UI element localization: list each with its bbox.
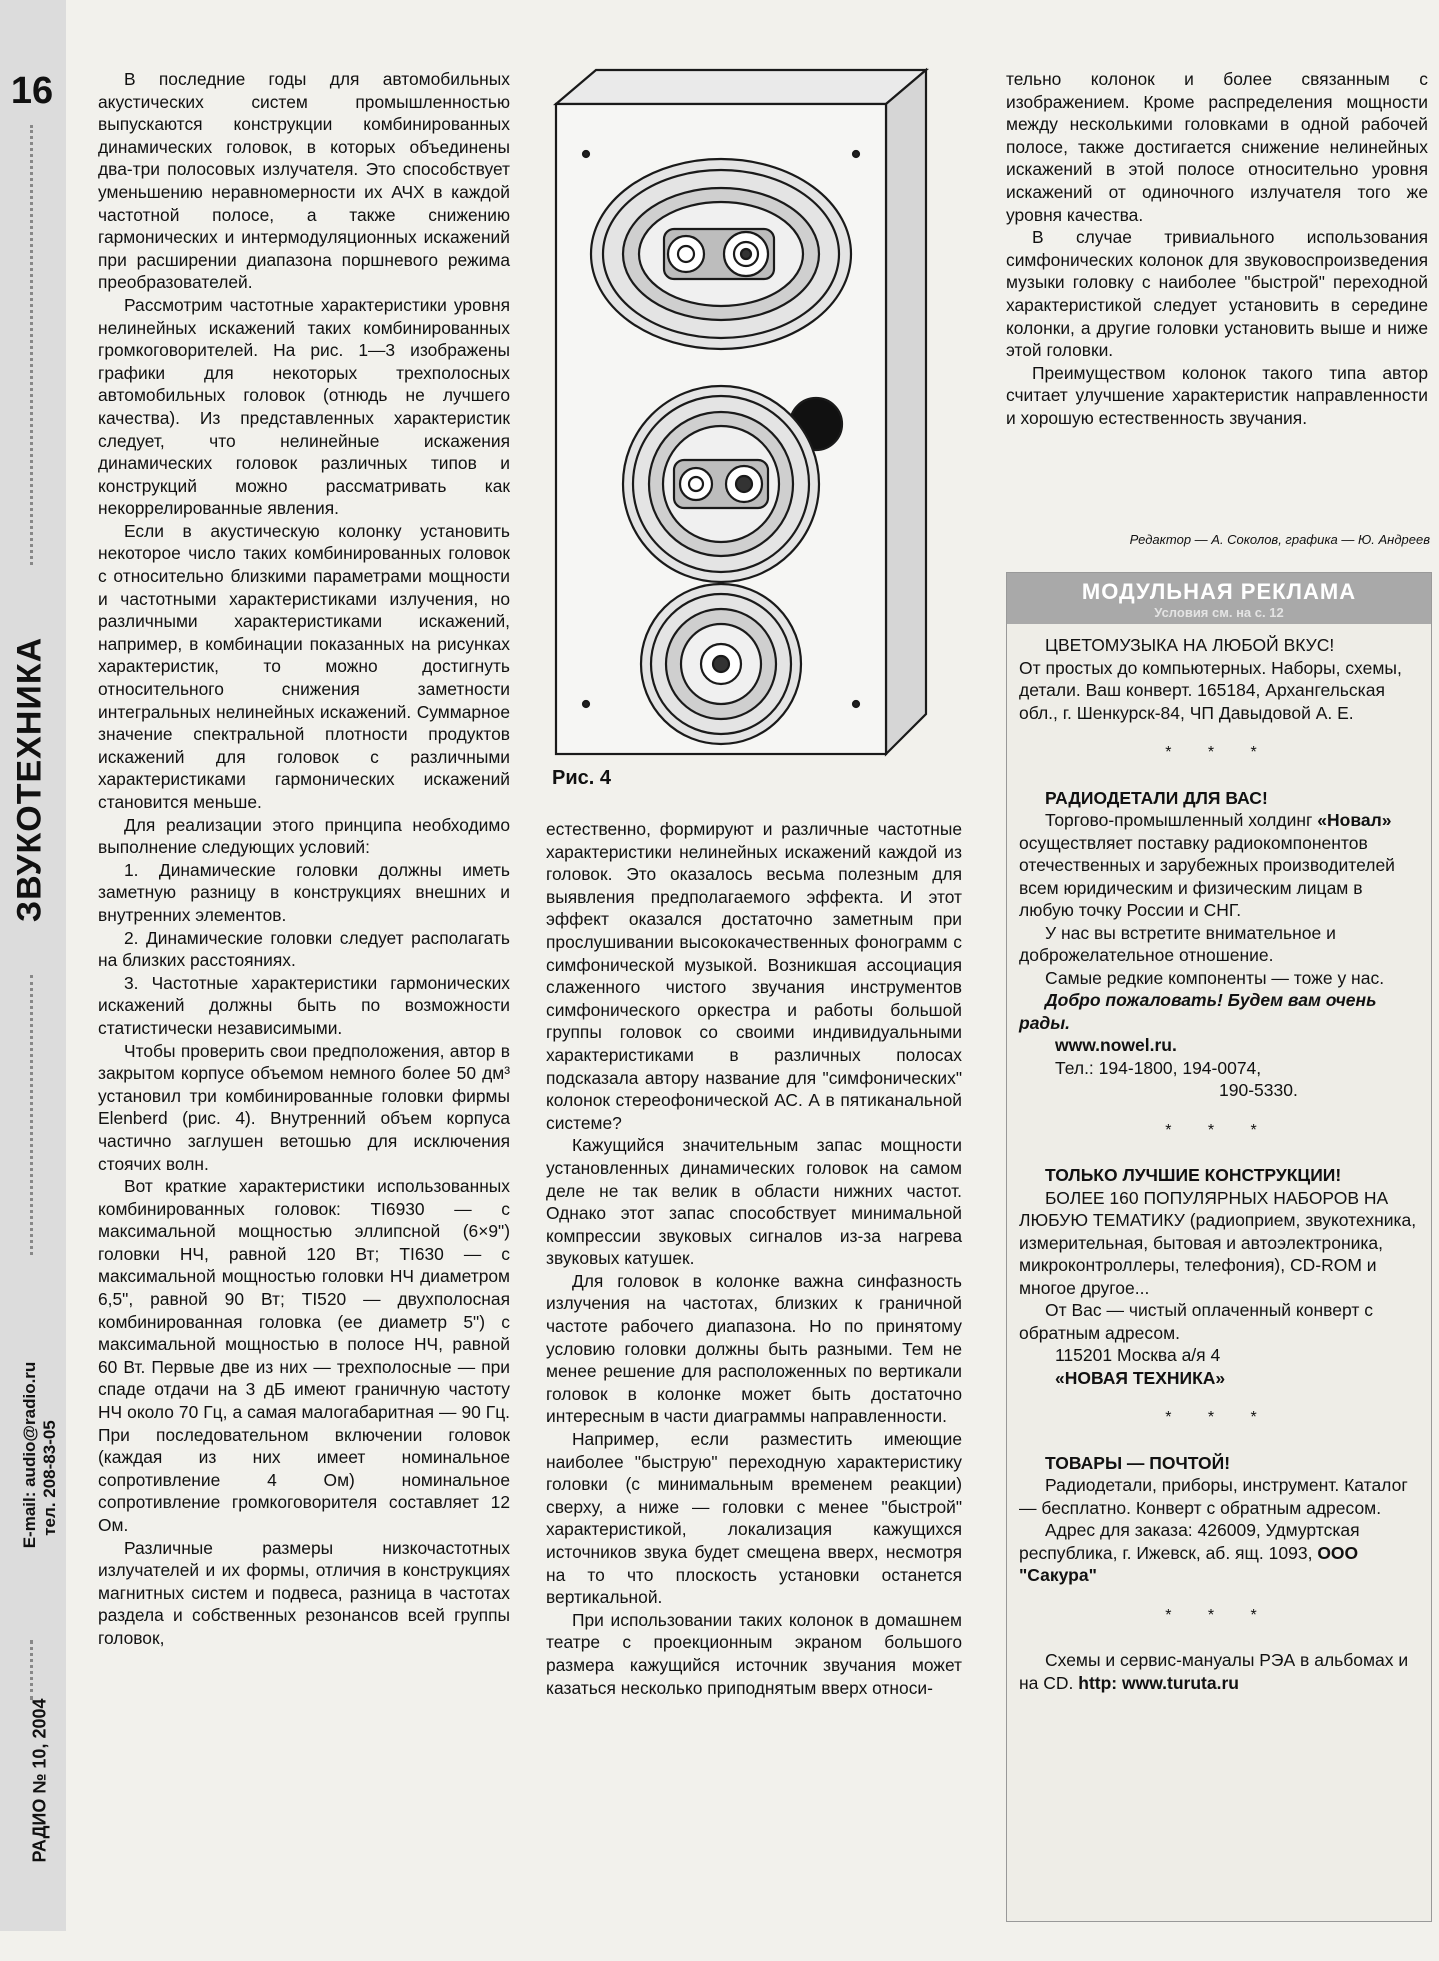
ad-text-part: осуществляет поставку радиокомпонентов отечественных и зарубежных производителей всем юридическим и физическим лицам в любую точку России и СНГ.	[1019, 832, 1395, 920]
separator: * * *	[1165, 1409, 1273, 1426]
ads-header	[1007, 573, 1431, 624]
ad-address	[1019, 1519, 1419, 1587]
ad-text: От простых до компьютерных. Наборы, схемы, детали. Ваш конверт. 165184, Архангельская обл., г. Шенкурск-84, ЧП Давыдовой А. Е.	[1019, 657, 1402, 723]
paragraph: естественно, формируют и различные частотные характеристики нелинейных искажений каждой из головок. Это оказалось весьма полезным для выявления предполагаемого эффекта. И этот эффект оказался достаточно заметным при прослушивании высококачественных фонограмм с симфонической музыкой. Возникшая ассоциация слаженного чистого звучания инструментов симфонического оркестра и работы большой группы головок со своими индивидуальными характеристиками в различных полосах подсказала автору название для "симфонических" колонок стереофонической АС. А в пятиканальной системе?	[546, 819, 962, 1133]
paragraph: При использовании таких колонок в домашнем театре с проекционным экраном большого размера кажущийся источник звучания может казаться несколько приподнятым вверх относи-	[546, 1609, 962, 1698]
ad-title: РАДИОДЕТАЛИ ДЛЯ ВАС!	[1045, 787, 1268, 808]
paragraph: Различные размеры низкочастотных излучателей и их формы, отличия в конструкциях магнитных систем и подвеса, разница в частотах раздела и собственных резонансов всей группы головок,	[98, 1537, 510, 1648]
paragraph: Если в акустическую колонку установить некоторое число таких комбинированных головок с относительно близкими параметрами мощности и частотными характеристиками излучения, но различными характеристиками искажений, например, в комбинации показанных на рисунках характеристик, то можно достигнуть относительного снижения заметности интегральных нелинейных искажений. Суммарное значение спектральной плотности продуктов искажений для головок с различными характеристиками гармонических искажений становится меньше.	[98, 520, 510, 812]
article-column-3	[1006, 68, 1428, 430]
ad-radiodetali	[1019, 787, 1419, 1102]
paragraph: Например, если разместить имеющие наиболее "быструю" переходную характеристику головки (с минимальным временем реакции) сверху, а ниже — головки с менее "быстрой" характеристикой, локализация кажущихся источников звука будет смещена вверх, несмотря на то что плоскость установки останется вертикальной.	[546, 1429, 962, 1608]
paragraph: Преимуществом колонок такого типа автор считает улучшение характеристик направленности и хорошую естественность звучания.	[1006, 362, 1428, 428]
ad-url-link[interactable]: http: www.turuta.ru	[1078, 1672, 1239, 1693]
ads-title: МОДУЛЬНАЯ РЕКЛАМА	[1081, 579, 1357, 604]
company-name: «НОВАЯ ТЕХНИКА»	[1055, 1367, 1226, 1388]
ad-text-part: Торгово-промышленный холдинг	[1045, 810, 1318, 830]
ad-colormusic	[1019, 634, 1419, 724]
ads-subtitle: Условия см. на с. 12	[1154, 605, 1284, 620]
editor-credits: Редактор — А. Соколов, графика — Ю. Андреев	[1129, 532, 1430, 547]
ad-schematics	[1019, 1649, 1419, 1694]
ad-best-designs	[1019, 1164, 1419, 1389]
contact-email: E-mail: audio@radio.ru	[20, 1361, 39, 1549]
ads-box	[1006, 572, 1432, 1922]
ad-title: ЦВЕТОМУЗЫКА НА ЛЮБОЙ ВКУС!	[1045, 635, 1335, 655]
company-name: ООО "Сакура"	[1019, 1542, 1359, 1585]
ad-mail-order	[1019, 1452, 1419, 1587]
paragraph: 1. Динамические головки должны иметь заметную разницу в конструкциях внешних и внутренних элементов.	[98, 859, 510, 925]
issue-label: РАДИО № 10, 2004	[29, 1698, 50, 1863]
ad-text: От Вас — чистый оплаченный конверт с обратным адресом.	[1019, 1300, 1373, 1343]
paragraph: Чтобы проверить свои предположения, автор в закрытом корпусе объемом немного более 50 дм³ установил три комбинированные головки фирмы Elenberd (рис. 4). Внутренний объем корпуса частично заглушен ветошью для исключения стоячих волн.	[98, 1040, 510, 1174]
ad-text-part: Адрес для заказа: 426009, Удмуртская республика, г. Ижевск, аб. ящ. 1093,	[1019, 1520, 1360, 1563]
paragraph: Для головок в колонке важна синфазность излучения на частотах, близких к граничной частоте рабочего диапазона. Но по принятому условию головки должны быть разными. Тем не менее решение для расположенных по вертикали головок в колонке может быть достаточно интересным в части диаграммы направленности.	[546, 1270, 962, 1427]
ad-text: БОЛЕЕ 160 ПОПУЛЯРНЫХ НАБОРОВ НА ЛЮБУЮ ТЕМАТИКУ (радиоприем, звукотехника, измерительная, бытовая и автоэлектроника, микроконтроллеры, телефония), CD-ROM и многое другое...	[1019, 1187, 1417, 1298]
company-name: «Новал»	[1317, 810, 1392, 830]
paragraph: В последние годы для автомобильных акустических систем промышленностью выпускаются конструкции комбинированных динамических головок, в которых объединены два-три полосовых излучателя. Это способствует уменьшению неравномерности их АЧХ в каждой частотной полосе, а также снижению гармонических и интермодуляционных искажений при расширении диапазона поршневого режима преобразователей.	[98, 69, 510, 293]
figure-caption: Рис. 4	[552, 767, 611, 789]
paragraph: Рассмотрим частотные характеристики уровня нелинейных искажений таких комбинированных громкоговорителей. На рис. 1—3 изображены графики для некоторых трехполосных автомобильных головок (отнюдь не лучшего качества). Из представленных характеристик следует, что нелинейные искажения динамических головок различных типов и конструкций можно рассматривать как некоррелированные явления.	[98, 294, 510, 519]
paragraph: Для реализации этого принципа необходимо выполнение следующих условий:	[98, 814, 510, 858]
page-number: 16	[10, 70, 54, 112]
ad-phone: Тел.: 194-1800, 194-0074,	[1055, 1057, 1262, 1078]
ad-text: Радиодетали, приборы, инструмент. Каталог — бесплатно. Конверт с обратным адресом.	[1019, 1475, 1408, 1518]
sidebar-divider	[30, 125, 37, 565]
ad-text: Самые редкие компоненты — тоже у нас.	[1045, 967, 1385, 988]
separator: * * *	[1165, 1121, 1273, 1139]
separator: * * *	[1165, 1606, 1273, 1624]
ad-text	[1019, 809, 1419, 922]
ad-title: ТОЛЬКО ЛУЧШИЕ КОНСТРУКЦИИ!	[1045, 1165, 1342, 1185]
article-column-2	[546, 818, 962, 1699]
speaker-figure	[546, 64, 962, 764]
section-title: ЗВУКОТЕХНИКА	[10, 636, 49, 923]
article-column-1	[98, 68, 510, 1650]
ad-url-link[interactable]: www.nowel.ru.	[1055, 1035, 1177, 1055]
ad-text: У нас вы встретите внимательное и доброжелательное отношение.	[1019, 922, 1336, 965]
paragraph: В случае тривиального использования симфонических колонок для звуковоспроизведения музыки головку с наиболее "быстрой" переходной характеристикой следует установить в середине колонки, а другие головки установить выше и ниже этой головки.	[1006, 227, 1428, 361]
sidebar-divider	[30, 975, 37, 1255]
ad-phone: 190-5330.	[1219, 1080, 1298, 1100]
ad-address: 115201 Москва а/я 4	[1055, 1345, 1221, 1365]
separator: * * *	[1165, 744, 1273, 761]
paragraph: Кажущийся значительным запас мощности установленных динамических головок на самом деле не так велик в области нижних частот. Однако этот запас способствует минимальной компрессии звуковых сигналов из-за нагрева звуковых катушек.	[546, 1135, 962, 1269]
paragraph: тельно колонок и более связанным с изображением. Кроме распределения мощности между несколькими головками в одной рабочей полосе, также достигается снижение нелинейных искажений в этой полосе относительно уровня искажений от одиночного излучателя того же уровня качества.	[1006, 69, 1428, 225]
paragraph: 3. Частотные характеристики гармонических искажений должны быть по возможности статистически независимыми.	[98, 972, 510, 1038]
ad-text	[1019, 1649, 1419, 1694]
paragraph: Вот краткие характеристики использованных комбинированных головок: TI6930 — с максимальной мощностью эллипсной (6×9") головки НЧ, равной 120 Вт; TI630 — с максимальной мощностью головки НЧ диаметром 6,5", равной 90 Вт; TI520 — двухполосная комбинированная головка (ее диаметр 5") с максимальной мощностью в полосе НЧ, равной 60 Вт. Первые две из них — трехполосные — при спаде отдачи на 3 дБ имеют граничную частоту НЧ около 70 Гц, а самая малогабаритная — 90 Гц. При последовательном включении головок (каждая из них имеет номинальное сопротивление 4 Ом) номинальное сопротивление громкоговорителя составляет 12 Ом.	[98, 1176, 510, 1535]
contact-phone: тел. 208-83-05	[40, 1420, 59, 1536]
ad-slogan: Добро пожаловать! Будем вам очень рады.	[1019, 990, 1377, 1033]
paragraph: 2. Динамические головки следует располагать на близких расстояниях.	[98, 927, 510, 971]
ad-text-part: Схемы и сервис-мануалы РЭА в альбомах и на CD.	[1019, 1650, 1409, 1693]
ad-title: ТОВАРЫ — ПОЧТОЙ!	[1045, 1452, 1231, 1473]
speaker-cabinet-illustration	[546, 64, 962, 764]
